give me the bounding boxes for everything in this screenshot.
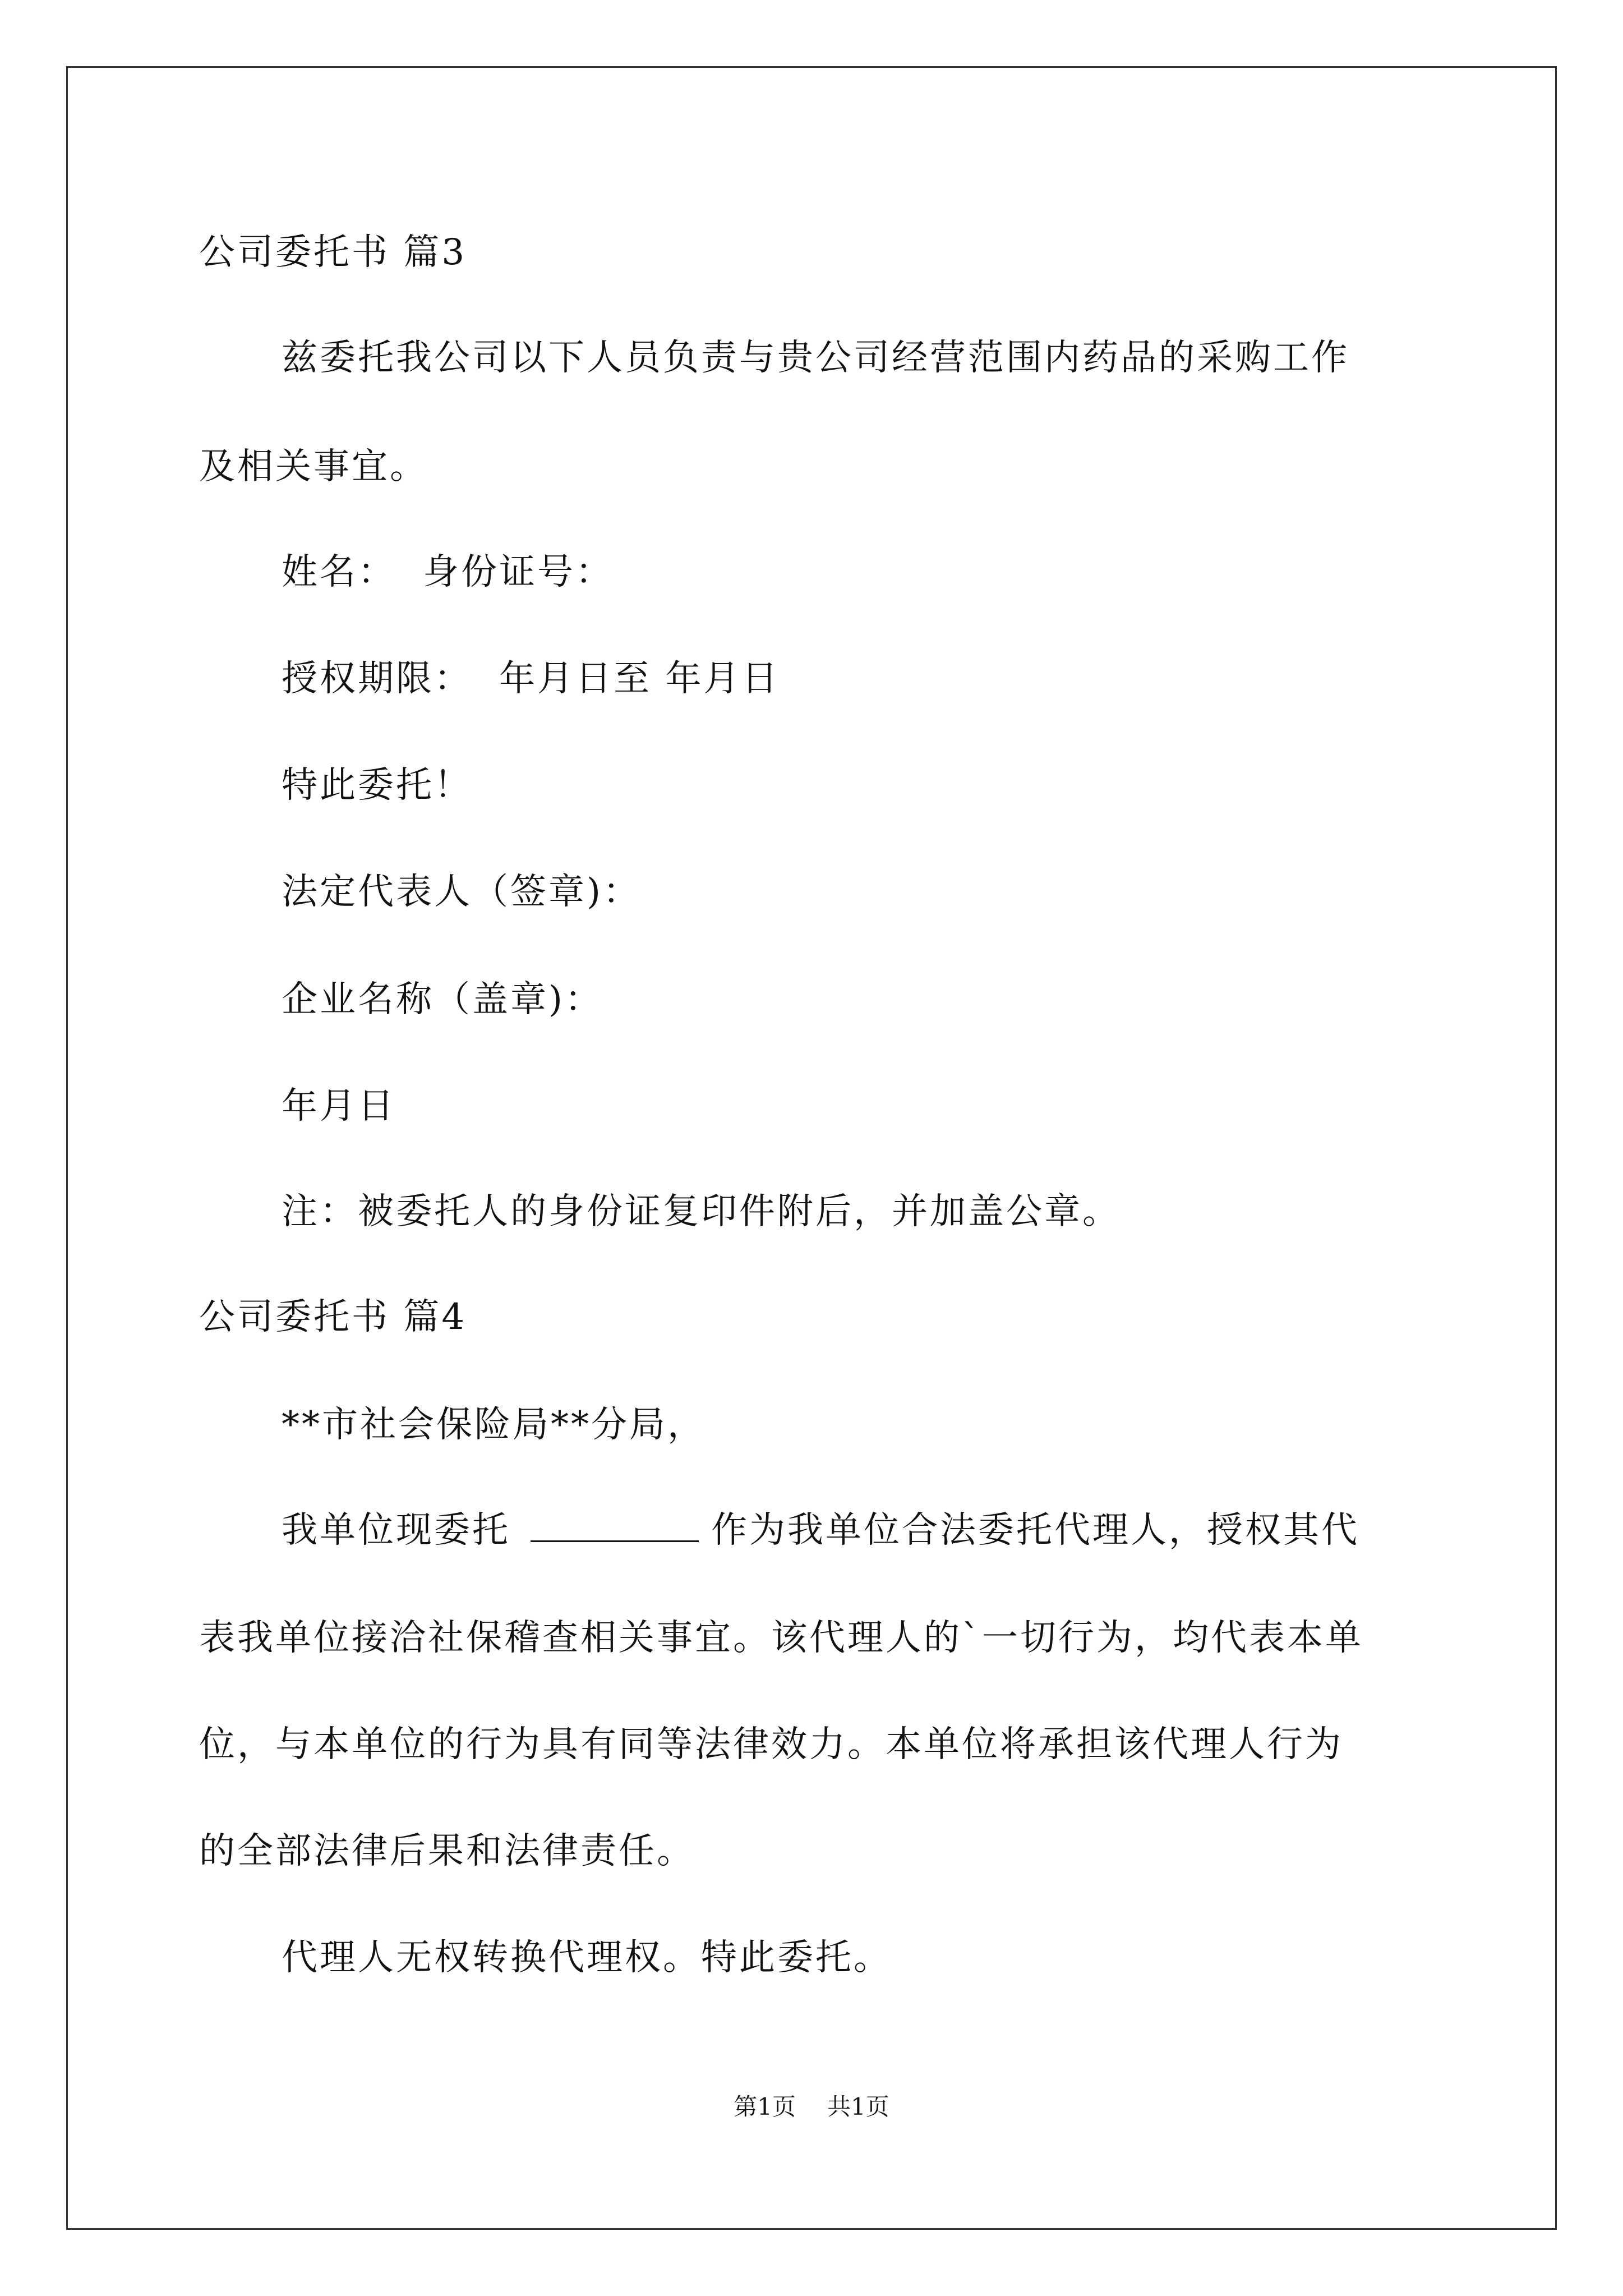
section-3-title: 公司委托书 篇3 — [199, 232, 467, 273]
total-pages: 共1页 — [827, 2093, 889, 2120]
section-4-title: 公司委托书 篇4 — [199, 1296, 467, 1338]
section-3-paragraph-line-1: 兹委托我公司以下人员负责与贵公司经营范围内药品的采购工作 — [282, 337, 1349, 379]
section-3-paragraph-line-2: 及相关事宜。 — [199, 446, 428, 487]
company-name-seal-label: 企业名称（盖章)： — [282, 979, 603, 1020]
section-4-paragraph-line-2: 表我单位接洽社保稽查相关事宜。该代理人的`一切行为，均代表本单 — [199, 1617, 1363, 1659]
name-label: 姓名： — [282, 551, 396, 593]
date-text: 年月日 — [282, 1085, 396, 1127]
id-number-label: 身份证号： — [423, 551, 614, 593]
authorization-period-row — [282, 656, 780, 701]
section-4-closing-paragraph: 代理人无权转换代理权。特此委托。 — [282, 1937, 892, 1978]
paragraph-continuation-text: 作为我单位合法委托代理人，授权其代 — [711, 1510, 1359, 1551]
section-4-paragraph-line-1 — [282, 1508, 1359, 1553]
addressee-text: **市社会保险局**分局， — [282, 1404, 706, 1446]
section-4-paragraph-line-4: 的全部法律后果和法律责任。 — [199, 1830, 695, 1872]
section-4-paragraph-line-3: 位，与本单位的行为具有同等法律效力。本单位将承担该代理人行为 — [199, 1724, 1343, 1765]
period-label: 授权期限： — [282, 658, 472, 700]
page-footer — [0, 2091, 1623, 2123]
page-number: 第1页 — [734, 2093, 796, 2120]
page-border — [66, 66, 1557, 2230]
agent-name-blank — [531, 1508, 699, 1542]
paragraph-start-text: 我单位现委托 — [282, 1510, 510, 1551]
name-id-row — [282, 550, 614, 595]
note-text: 注：被委托人的身份证复印件附后，并加盖公章。 — [282, 1191, 1121, 1232]
period-value: 年月日至 年月日 — [499, 658, 780, 700]
legal-representative-signature-label: 法定代表人（签章)： — [282, 871, 641, 913]
hereby-entrust-text: 特此委托！ — [282, 765, 472, 806]
